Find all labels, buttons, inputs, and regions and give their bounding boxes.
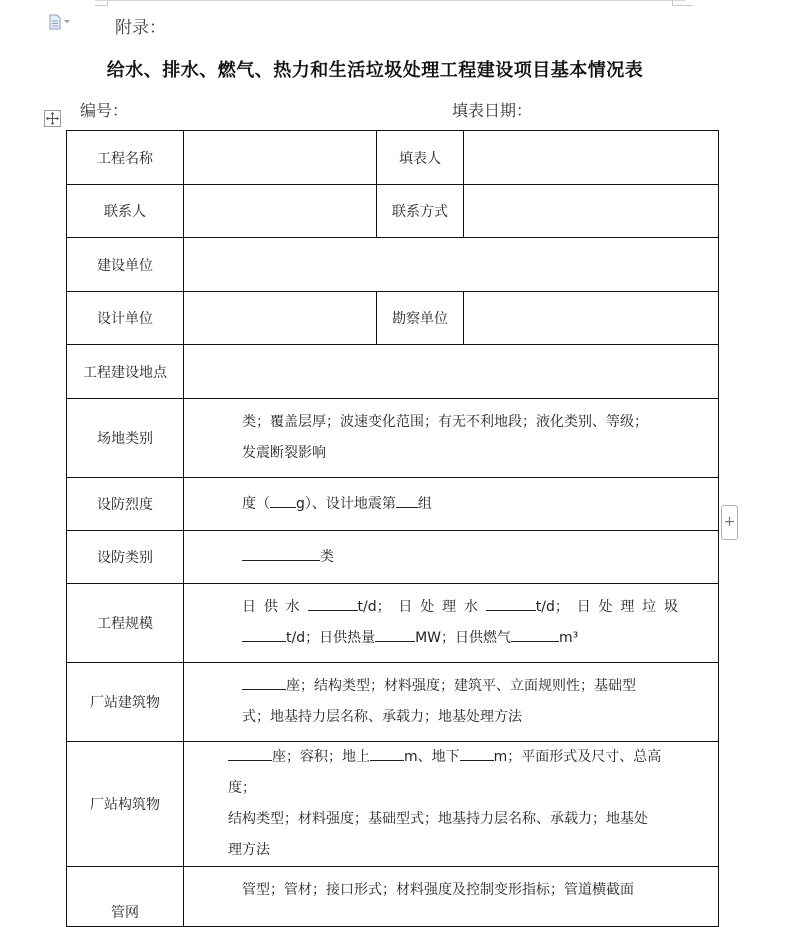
structures-blank-2[interactable] xyxy=(370,745,404,761)
scale-text-b: t/d；日处理水 xyxy=(357,599,486,615)
table-row xyxy=(67,345,719,399)
contact-method-field[interactable] xyxy=(464,185,719,238)
add-row-icon[interactable]: + xyxy=(721,505,738,540)
scale-blank-1[interactable] xyxy=(308,595,358,611)
label-pipe-network: 管网 xyxy=(67,867,184,927)
site-category-field[interactable] xyxy=(184,399,719,478)
label-station-buildings: 厂站建筑物 xyxy=(67,663,184,742)
structures-text-a: 座；容积；地上 xyxy=(272,749,370,765)
structures-text-d: 结构类型；材料强度；基础型式；地基持力层名称、承载力；地基处 xyxy=(228,811,648,827)
station-buildings-field[interactable] xyxy=(184,663,719,742)
table-row xyxy=(67,238,719,292)
document-icon[interactable] xyxy=(49,14,71,30)
scale-blank-2[interactable] xyxy=(486,595,536,611)
label-station-structures: 厂站构筑物 xyxy=(67,742,184,867)
label-project-name: 工程名称 xyxy=(67,131,184,185)
scale-blank-5[interactable] xyxy=(511,626,559,642)
table-row xyxy=(67,584,719,663)
table-row xyxy=(67,531,719,584)
scale-blank-4[interactable] xyxy=(375,626,415,642)
label-construction-unit: 建设单位 xyxy=(67,238,184,292)
label-design-unit: 设计单位 xyxy=(67,292,184,345)
label-project-scale: 工程规模 xyxy=(67,584,184,663)
table-row xyxy=(67,478,719,531)
table-row xyxy=(67,663,719,742)
table-row xyxy=(67,399,719,478)
table-row xyxy=(67,867,719,927)
category-blank[interactable] xyxy=(242,545,320,561)
design-unit-field[interactable] xyxy=(184,292,377,345)
structures-text-c: m；平面形式及尺寸、总高度； xyxy=(228,749,662,796)
site-category-line-1: 类；覆盖层厚；波速变化范围；有无不利地段；液化类别、等级； xyxy=(242,414,648,430)
intensity-text-c: 组 xyxy=(417,495,432,512)
scale-line-2 xyxy=(242,630,578,646)
page-title: 给水、排水、燃气、热力和生活垃圾处理工程建设项目基本情况表 xyxy=(106,60,644,81)
table-row xyxy=(67,131,719,185)
filler-field[interactable] xyxy=(464,131,719,185)
label-site-category: 场地类别 xyxy=(67,399,184,478)
station-structures-field[interactable] xyxy=(184,742,719,867)
survey-unit-field[interactable] xyxy=(464,292,719,345)
label-contact-method: 联系方式 xyxy=(377,185,464,238)
appendix-label: 附录： xyxy=(115,18,166,38)
scale-text-f: m³ xyxy=(559,630,579,646)
page-corner-mark-left xyxy=(95,0,108,6)
page-corner-mark-right xyxy=(672,0,693,6)
scale-blank-3[interactable] xyxy=(242,626,286,642)
site-category-line-2: 发震断裂影响 xyxy=(242,445,326,461)
fill-date-label: 填表日期： xyxy=(452,101,533,120)
pipe-network-text: 管型；管材；接口形式；材料强度及控制变形指标；管道横截面 xyxy=(242,882,634,898)
scale-text-e: MW；日供燃气 xyxy=(415,630,512,646)
intensity-text-a: 度（ xyxy=(242,495,270,512)
project-name-field[interactable] xyxy=(184,131,377,185)
pipe-network-field[interactable] xyxy=(184,867,719,927)
label-construction-site: 工程建设地点 xyxy=(67,345,184,399)
page-top-border xyxy=(95,0,685,1)
intensity-blank-2[interactable] xyxy=(396,492,418,508)
construction-site-field[interactable] xyxy=(184,345,719,399)
scale-line-1 xyxy=(242,592,678,623)
structures-text-b: m、地下 xyxy=(404,749,460,765)
scale-text-c: t/d；日处理垃圾 xyxy=(535,599,679,615)
intensity-text-b: g）、设计地震第 xyxy=(296,495,396,512)
fortification-intensity-field[interactable] xyxy=(184,478,719,531)
label-fortification-category: 设防类别 xyxy=(67,531,184,584)
buildings-blank[interactable] xyxy=(242,674,286,690)
buildings-text-a: 座；结构类型；材料强度；建筑平、立面规则性；基础型 xyxy=(286,678,636,694)
table-row xyxy=(67,185,719,238)
scale-text-a: 日供水 xyxy=(242,599,308,615)
structures-blank-3[interactable] xyxy=(460,745,494,761)
contact-person-field[interactable] xyxy=(184,185,377,238)
project-scale-field[interactable] xyxy=(184,584,719,663)
project-info-table xyxy=(66,130,719,927)
table-row xyxy=(67,742,719,867)
label-fortification-intensity: 设防烈度 xyxy=(67,478,184,531)
construction-unit-field[interactable] xyxy=(184,238,719,292)
table-move-icon[interactable] xyxy=(44,110,61,127)
label-contact-person: 联系人 xyxy=(67,185,184,238)
category-text: 类 xyxy=(320,548,334,565)
fortification-category-field[interactable] xyxy=(184,531,719,584)
label-filler: 填表人 xyxy=(377,131,464,185)
serial-number-label: 编号： xyxy=(80,101,129,120)
table-row xyxy=(67,292,719,345)
buildings-text-b: 式；地基持力层名称、承载力；地基处理方法 xyxy=(242,709,522,725)
structures-text-e: 理方法 xyxy=(228,842,270,858)
label-survey-unit: 勘察单位 xyxy=(377,292,464,345)
intensity-blank-1[interactable] xyxy=(270,492,296,508)
scale-text-d: t/d；日供热量 xyxy=(286,630,376,646)
structures-blank-1[interactable] xyxy=(228,745,272,761)
